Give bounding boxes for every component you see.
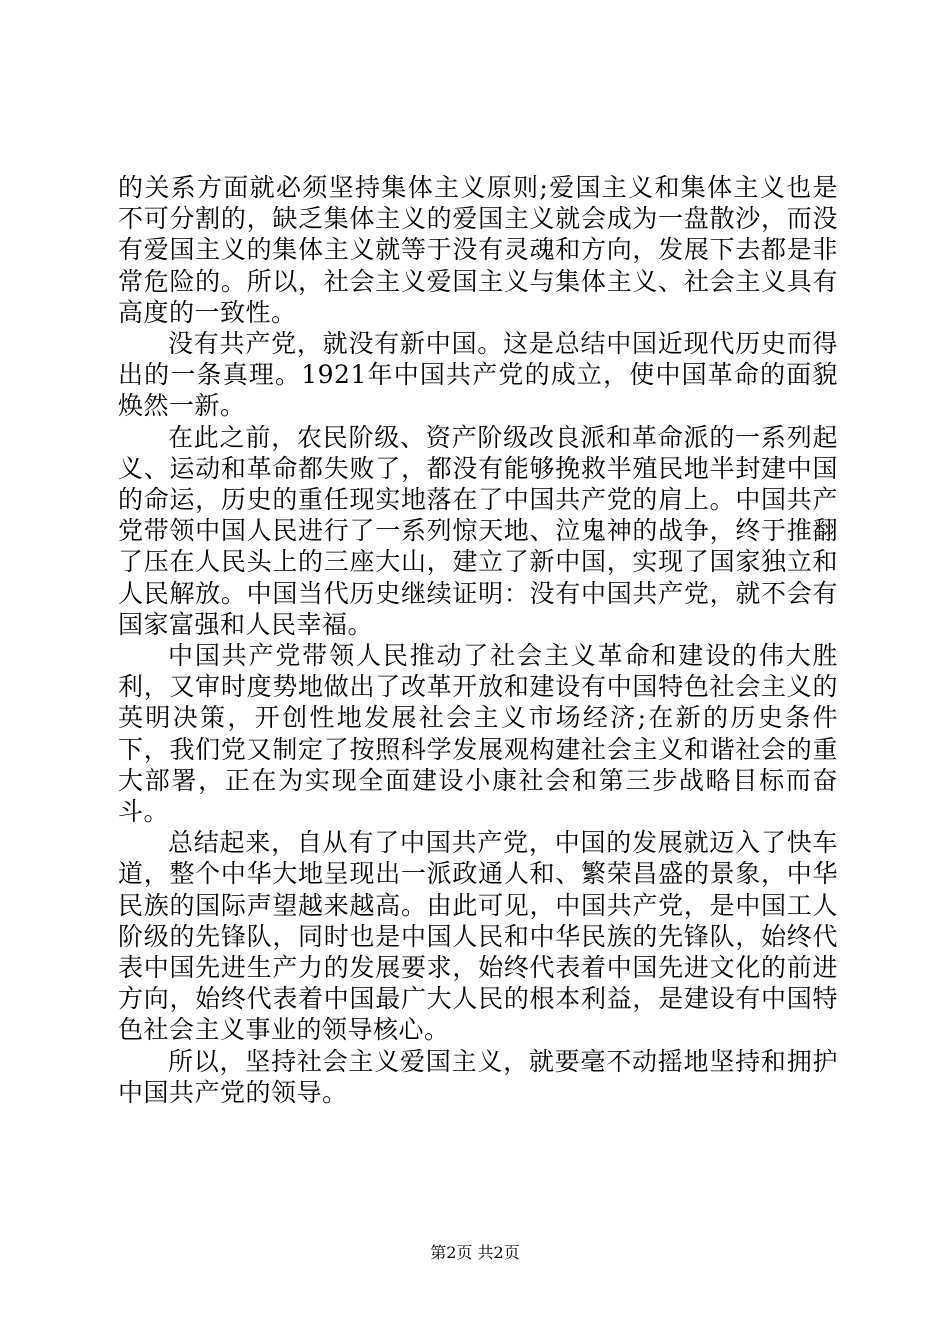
paragraph-6: 所以，坚持社会主义爱国主义，就要毫不动摇地坚持和拥护中国共产党的领导。 [118, 1046, 838, 1107]
paragraph-4: 中国共产党带领人民推动了社会主义革命和建设的伟大胜利，又审时度势地做出了改革开放和建设有中国特色社会主义的英明决策，开创性地发展社会主义市场经济;在新的历史条件下，我们党又制定了按照科学发展观构建社会主义和谐社会的重大部署，正在为实现全面建设小康社会和第三步战略目标而奋斗。 [118, 641, 838, 827]
paragraph-1: 的关系方面就必须坚持集体主义原则;爱国主义和集体主义也是不可分割的，缺乏集体主义的爱国主义就会成为一盘散沙，而没有爱国主义的集体主义就等于没有灵魂和方向，发展下去都是非常危险的。所以，社会主义爱国主义与集体主义、社会主义具有高度的一致性。 [118, 173, 838, 327]
paragraph-3: 在此之前，农民阶级、资产阶级改良派和革命派的一系列起义、运动和革命都失败了，都没有能够挽救半殖民地半封建中国的命运，历史的重任现实地落在了中国共产党的肩上。中国共产党带领中国人民进行了一系列惊天地、泣鬼神的战争，终于推翻了压在人民头上的三座大山，建立了新中国，实现了国家独立和人民解放。中国当代历史继续证明：没有中国共产党，就不会有国家富强和人民幸福。 [118, 422, 838, 639]
paragraph-5: 总结起来，自从有了中国共产党，中国的发展就迈入了快车道，整个中华大地呈现出一派政通人和、繁荣昌盛的景象，中华民族的国际声望越来越高。由此可见，中国共产党，是中国工人阶级的先锋队，同时也是中国人民和中华民族的先锋队，始终代表中国先进生产力的发展要求，始终代表着中国先进文化的前进方向，始终代表着中国最广大人民的根本利益，是建设有中国特色社会主义事业的领导核心。 [118, 828, 838, 1045]
page-number-footer: 第2页 共2页 [430, 1243, 520, 1262]
paragraph-2: 没有共产党，就没有新中国。这是总结中国近现代历史而得出的一条真理。1921年中国共产党的成立，使中国革命的面貌焕然一新。 [118, 329, 838, 421]
document-body [118, 172, 838, 1108]
